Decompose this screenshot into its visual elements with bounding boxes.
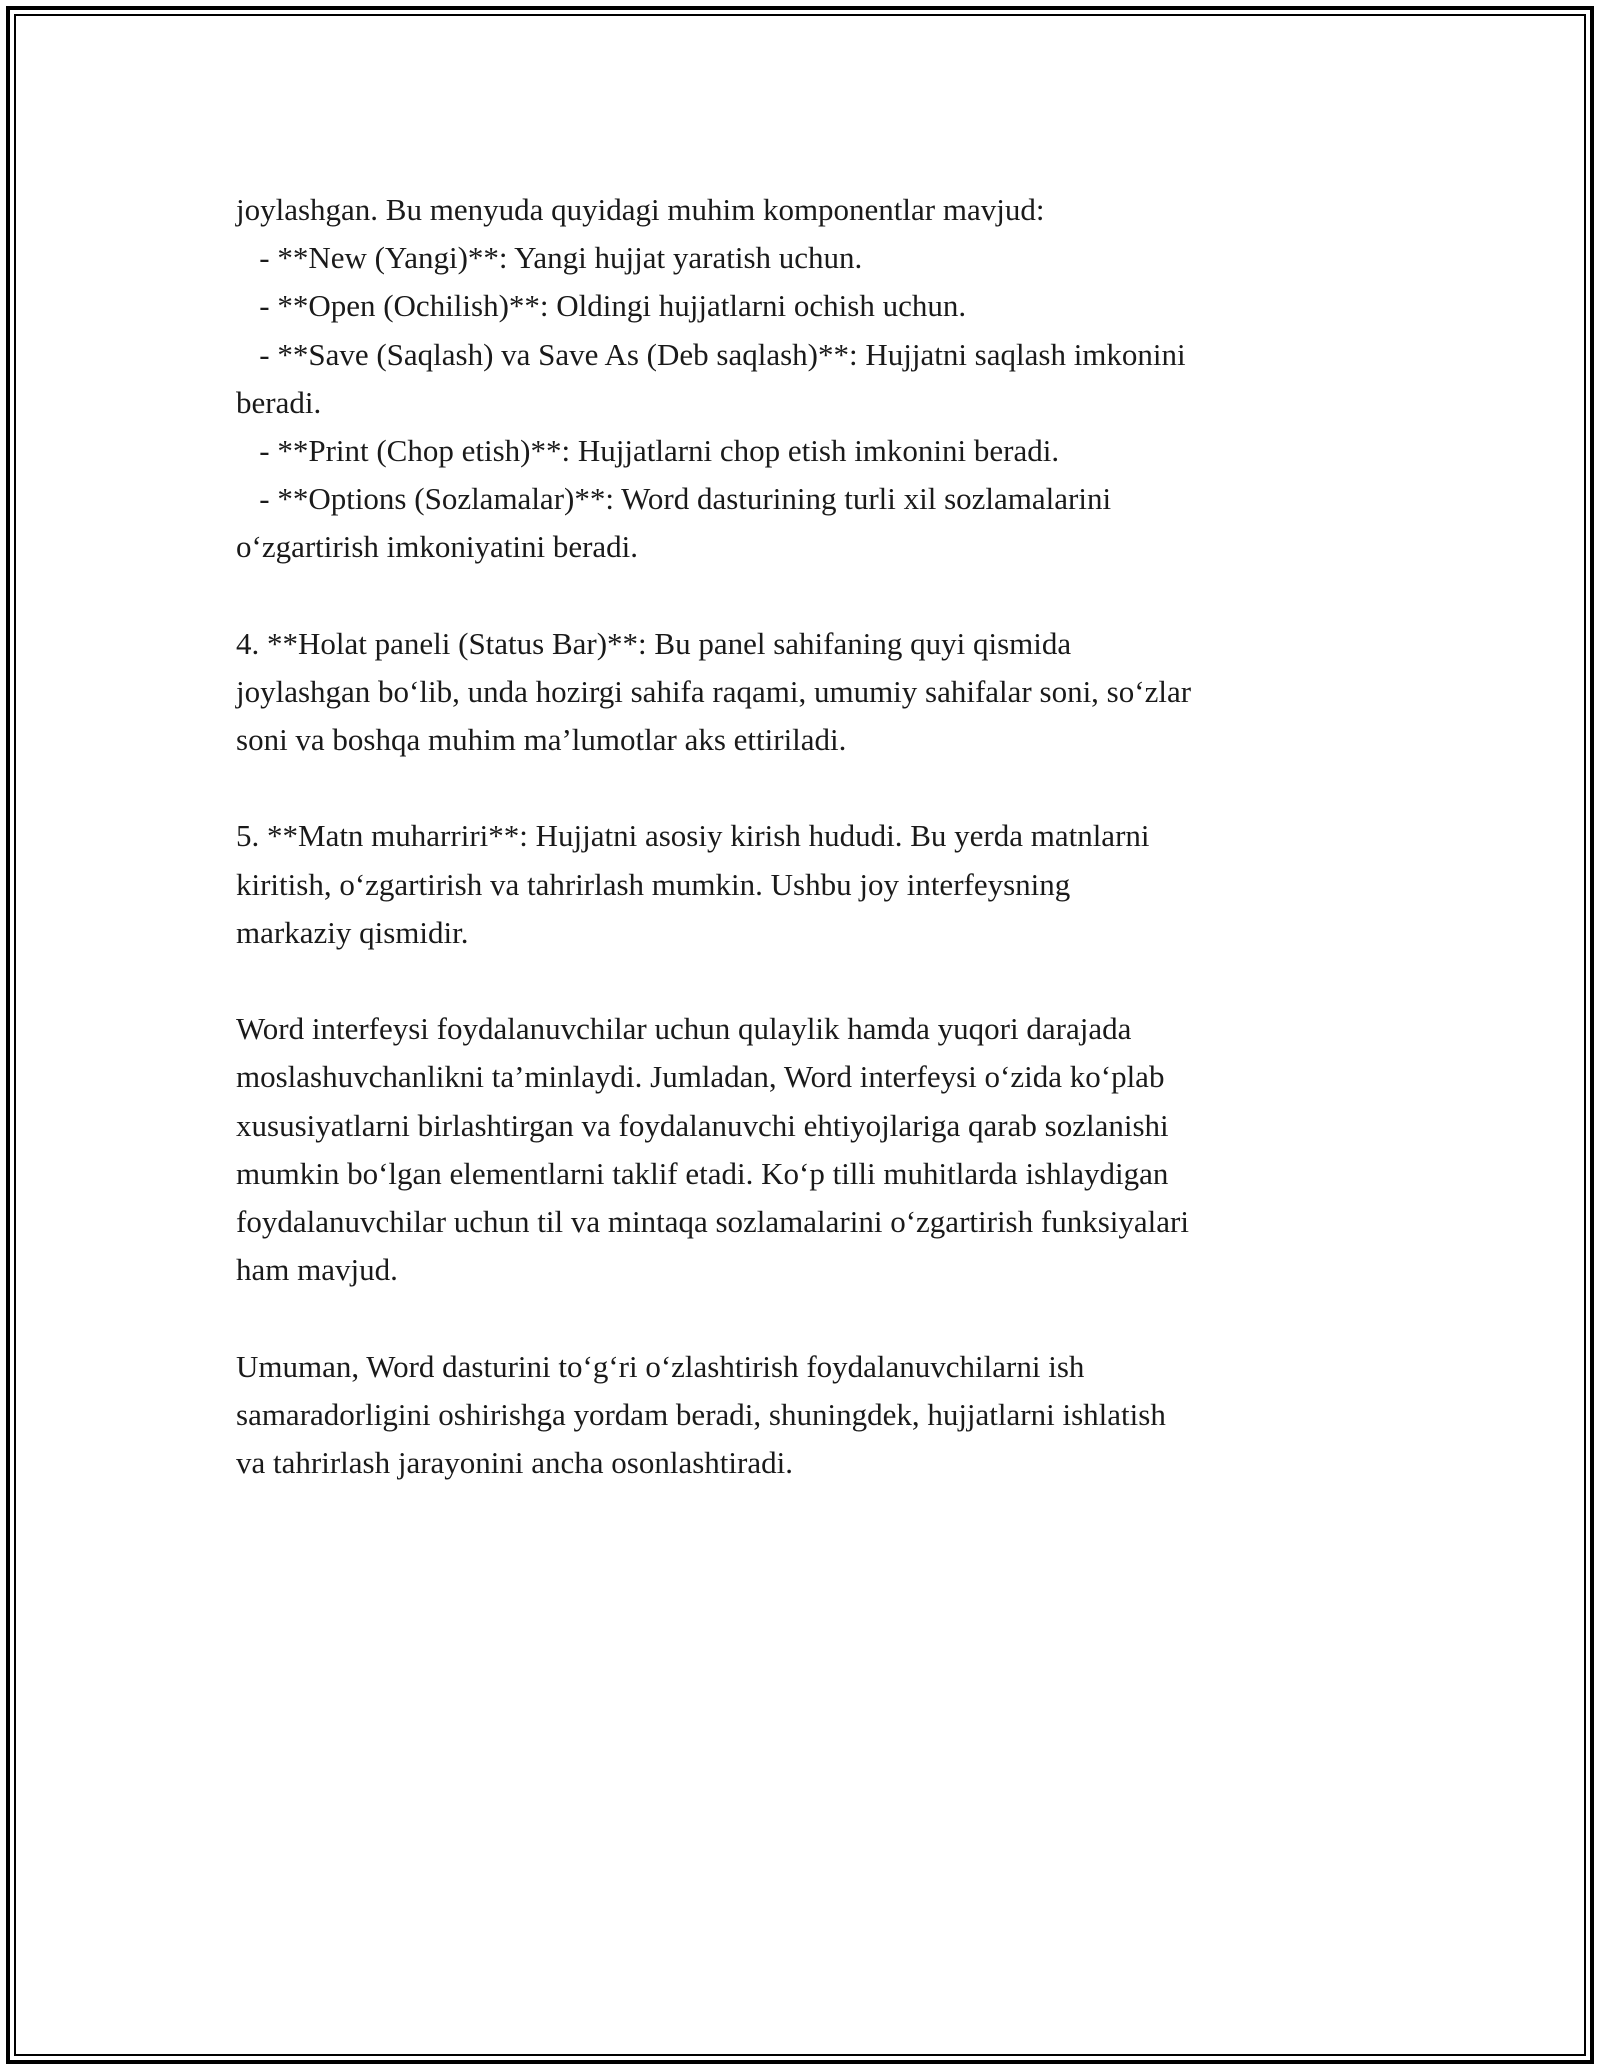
- text-line: beradi.: [236, 384, 322, 420]
- text-line: moslashuvchanlikni ta’minlaydi. Jumladan, Word interfeysi o‘zida ko‘plab: [236, 1059, 1165, 1095]
- list-item-print: - **Print (Chop etish)**: Hujjatlarni chop etish imkonini beradi.: [236, 432, 1060, 468]
- text-line: Word interfeysi foydalanuvchilar uchun qulaylik hamda yuqori darajada: [236, 1011, 1132, 1047]
- paragraph-spacer: [236, 764, 1386, 812]
- text-line: Umuman, Word dasturini to‘g‘ri o‘zlashtirish foydalanuvchilarni ish: [236, 1348, 1085, 1384]
- text-line: joylashgan bo‘lib, unda hozirgi sahifa raqami, umumiy sahifalar soni, so‘zlar: [236, 673, 1192, 709]
- text-line: foydalanuvchilar uchun til va mintaqa sozlamalarini o‘zgartirish funksiyalari: [236, 1203, 1189, 1239]
- list-item-options: - **Options (Sozlamalar)**: Word dasturining turli xil sozlamalarini: [236, 481, 1112, 517]
- paragraph-spacer: [236, 1294, 1386, 1342]
- list-item-save: - **Save (Saqlash) va Save As (Deb saqlash)**: Hujjatni saqlash imkonini: [236, 336, 1186, 372]
- paragraph-word-interface: [236, 1005, 1386, 1294]
- document-body: [236, 186, 1386, 1487]
- text-line: va tahrirlash jarayonini ancha osonlashtiradi.: [236, 1444, 793, 1480]
- paragraph-conclusion: [236, 1343, 1386, 1488]
- paragraph-text-editor: [236, 812, 1386, 957]
- paragraph-menu-intro: [236, 186, 1386, 572]
- text-line: kiritish, o‘zgartirish va tahrirlash mumkin. Ushbu joy interfeysning: [236, 866, 1071, 902]
- text-line: mumkin bo‘lgan elementlarni taklif etadi. Ko‘p tilli muhitlarda ishlaydigan: [236, 1155, 1169, 1191]
- text-line: markaziy qismidir.: [236, 914, 469, 950]
- text-line: joylashgan. Bu menyuda quyidagi muhim komponentlar mavjud:: [236, 192, 1045, 227]
- text-line: 5. **Matn muharriri**: Hujjatni asosiy kirish hududi. Bu yerda matnlarni: [236, 818, 1150, 854]
- text-line: 4. **Holat paneli (Status Bar)**: Bu panel sahifaning quyi qismida: [236, 625, 1072, 661]
- list-item-new: - **New (Yangi)**: Yangi hujjat yaratish uchun.: [236, 240, 863, 276]
- paragraph-spacer: [236, 957, 1386, 1005]
- text-line: samaradorligini oshirishga yordam beradi, shuningdek, hujjatlarni ishlatish: [236, 1396, 1166, 1432]
- paragraph-status-bar: [236, 620, 1386, 765]
- text-line: ham mavjud.: [236, 1252, 398, 1288]
- paragraph-spacer: [236, 572, 1386, 620]
- list-item-open: - **Open (Ochilish)**: Oldingi hujjatlarni ochish uchun.: [236, 288, 967, 324]
- text-line: soni va boshqa muhim ma’lumotlar aks ettiriladi.: [236, 722, 847, 758]
- text-line: xususiyatlarni birlashtirgan va foydalanuvchi ehtiyojlariga qarab sozlanishi: [236, 1107, 1169, 1143]
- text-line: o‘zgartirish imkoniyatini beradi.: [236, 529, 639, 565]
